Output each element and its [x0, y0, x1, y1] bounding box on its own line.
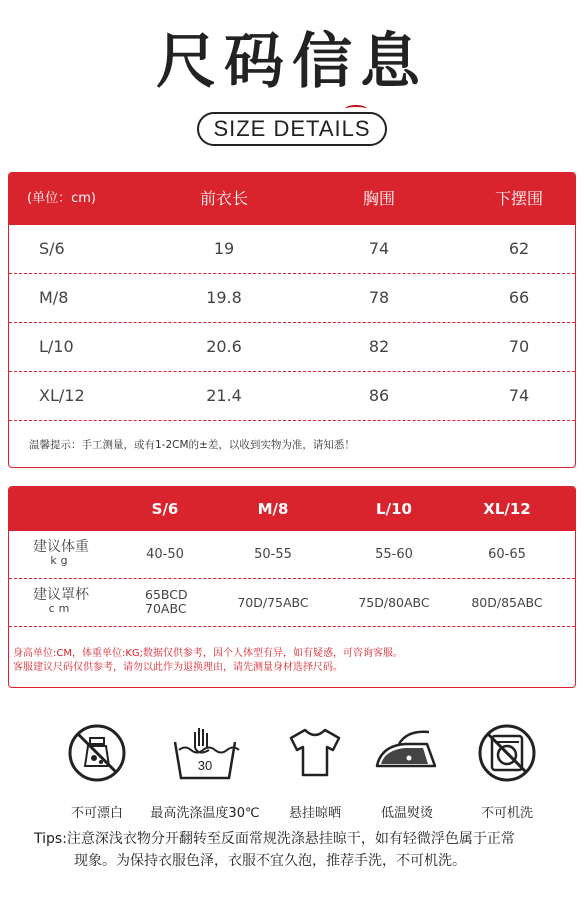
hand-wash-icon: [165, 722, 245, 784]
hem-cell: 62: [508, 239, 530, 258]
tips-line: 现象。为保持衣服色泽，衣服不宜久泡，推荐手洗，不可机洗。: [74, 853, 466, 869]
care-tips: [34, 828, 564, 872]
front-length-cell: 21.4: [206, 386, 242, 405]
header-size-m: M/8: [257, 500, 289, 518]
cup-cell: 75D/80ABC: [358, 595, 430, 610]
page-title: 尺码信息: [156, 27, 428, 97]
chest-cell: 74: [368, 239, 390, 258]
cup-cell: 70D/75ABC: [237, 595, 309, 610]
recommend-table: [8, 486, 576, 688]
chest-cell: 78: [368, 288, 390, 307]
care-item: [150, 722, 260, 821]
weight-cell: 40-50: [146, 547, 184, 562]
table-row: [9, 323, 575, 372]
size-cell: M/8: [39, 288, 69, 307]
cup-cell: [145, 588, 205, 616]
weight-cell: 55-60: [375, 547, 413, 562]
weight-row: [9, 531, 575, 579]
front-length-cell: 19: [213, 239, 235, 258]
hem-cell: 70: [508, 337, 530, 356]
size-cell: S/6: [39, 239, 65, 258]
table-row: [9, 372, 575, 421]
weight-cell: 50-55: [254, 547, 292, 562]
subtitle-wrap: [0, 112, 584, 146]
subtitle-text: SIZE DETAILS: [213, 116, 371, 141]
header-front-length: 前衣长: [199, 189, 248, 208]
weight-label-text: 建议体重: [33, 539, 89, 555]
header-size-xl: XL/12: [483, 500, 531, 518]
header-size-s: S/6: [151, 500, 179, 518]
cup-cell-line: 65BCD: [145, 587, 188, 602]
care-label: 不可机洗: [480, 806, 533, 821]
size-table-header: [9, 173, 575, 225]
cup-row: [9, 579, 575, 627]
weight-cell: 60-65: [488, 547, 526, 562]
no-machine-wash-icon: [476, 722, 538, 784]
cup-cell-line: 70ABC: [145, 601, 187, 616]
subtitle-decoration: [345, 105, 367, 113]
cup-label: [33, 587, 89, 615]
cup-label-text: 建议罩杯: [33, 587, 89, 603]
disclaimer-line: 身高单位:CM，体重单位:KG;数据仅供参考，因个人体型有异，如有疑惑，可咨询客服。: [13, 648, 404, 659]
chest-cell: 82: [368, 337, 390, 356]
size-table: [8, 172, 576, 468]
care-label: 最高洗涤温度30℃: [150, 806, 260, 821]
weight-unit: kg: [50, 554, 72, 567]
care-item: [352, 722, 462, 821]
front-length-cell: 19.8: [206, 288, 242, 307]
low-iron-icon: [369, 722, 445, 784]
recommend-table-header: [9, 487, 575, 531]
care-label: 不可漂白: [70, 806, 123, 821]
subtitle-badge: [197, 112, 386, 146]
header-hem: 下摆围: [494, 189, 543, 208]
measurement-note: 温馨提示：手工测量，或有1-2CM的±差，以收到实物为准，请知悉！: [29, 439, 355, 451]
care-label: 悬挂晾晒: [288, 806, 341, 821]
disclaimer-line: 客服建议尺码仅供参考，请勿以此作为退换理由，请先测量身材选择尺码。: [13, 662, 343, 673]
weight-label: [33, 539, 89, 567]
size-cell: XL/12: [39, 386, 85, 405]
table-row: [9, 274, 575, 323]
disclaimer-note: [13, 647, 403, 675]
hem-cell: 66: [508, 288, 530, 307]
cup-cell: 80D/85ABC: [471, 595, 543, 610]
tips-line: Tips:注意深浅衣物分开翻转至反面常规洗涤悬挂晾干，如有轻微浮色属于正常: [34, 831, 515, 847]
front-length-cell: 20.6: [206, 337, 242, 356]
table-row: [9, 225, 575, 274]
cup-unit: cm: [48, 602, 74, 615]
care-instructions: [0, 722, 584, 822]
header-chest: 胸围: [362, 189, 395, 208]
size-cell: L/10: [39, 337, 74, 356]
chest-cell: 86: [368, 386, 390, 405]
hem-cell: 74: [508, 386, 530, 405]
unit-label: (单位：cm): [27, 191, 96, 206]
care-item: [452, 722, 562, 821]
care-item: [42, 722, 152, 821]
svg-text:30: 30: [197, 758, 213, 773]
hang-dry-icon: [283, 722, 347, 784]
care-label: 低温熨烫: [380, 806, 433, 821]
header-size-l: L/10: [376, 500, 412, 518]
no-bleach-icon: [66, 722, 128, 784]
